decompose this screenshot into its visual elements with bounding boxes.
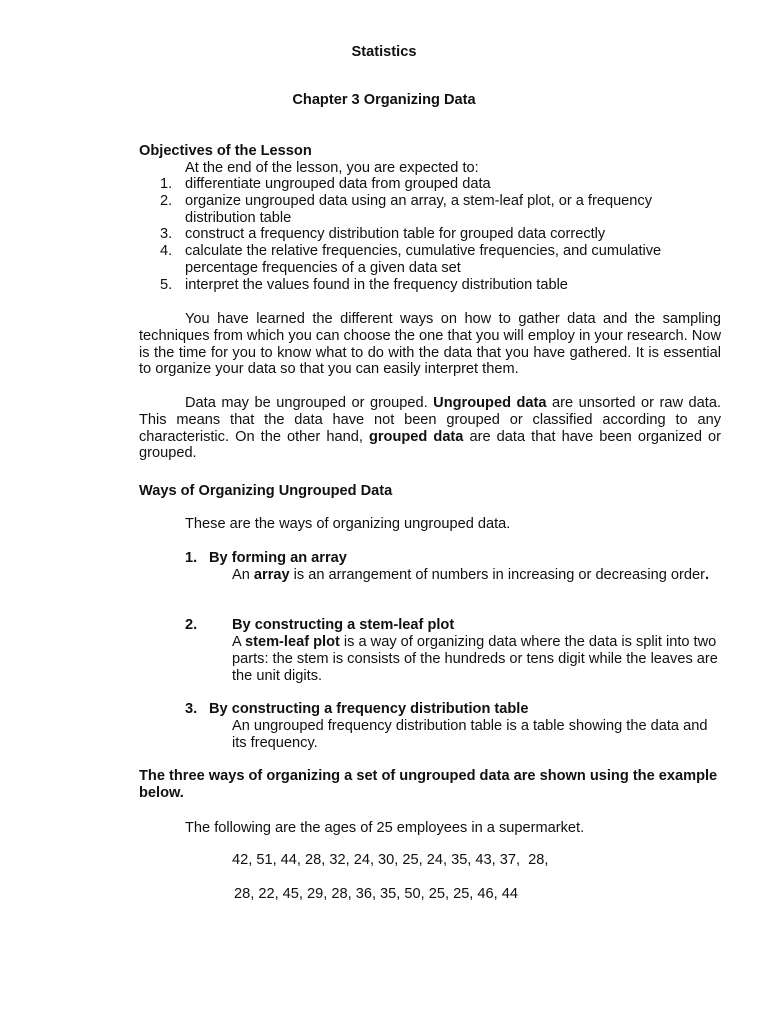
objectives-intro: At the end of the lesson, you are expected to: (185, 160, 479, 176)
list-text: organize ungrouped data using an array, a stem-leaf plot, or a frequency distribution table (185, 192, 653, 226)
way-2-number: 2. (185, 617, 198, 633)
list-item (160, 277, 700, 294)
list-text: differentiate ungrouped data from grouped data (185, 176, 491, 192)
way-2-body (232, 634, 722, 684)
body-text: is an arrangement of numbers in increasing or decreasing order (289, 567, 705, 583)
data-line-1: 42, 51, 44, 28, 32, 24, 30, 25, 24, 35, 43, 37, 28, (232, 852, 549, 868)
data-line-2: 28, 22, 45, 29, 28, 36, 35, 50, 25, 25, 46, 44 (234, 886, 518, 902)
list-item (160, 176, 700, 193)
list-number: 3. (160, 226, 173, 243)
term-array: array (253, 567, 290, 583)
example-intro: The following are the ages of 25 employees in a supermarket. (185, 820, 585, 836)
list-text: construct a frequency distribution table for grouped data correctly (185, 226, 606, 243)
way-1-body (232, 567, 722, 584)
way-1-number: 1. (185, 550, 198, 566)
list-number: 1. (160, 176, 173, 192)
example-heading: The three ways of organizing a set of ungrouped data are shown using the example below. (139, 768, 718, 801)
body-period: . (704, 567, 710, 583)
data-types-paragraph (139, 395, 721, 462)
list-item (160, 243, 700, 277)
term-ungrouped-data: Ungrouped data (433, 395, 547, 411)
list-number: 2. (160, 192, 173, 209)
way-2-title: By constructing a stem-leaf plot (232, 617, 455, 633)
term-stem-leaf-plot: stem-leaf plot (244, 634, 340, 650)
body-text: A (232, 634, 245, 650)
section-heading: Ways of Organizing Ungrouped Data (139, 483, 393, 499)
list-text: interpret the values found in the frequency distribution table (185, 276, 568, 293)
objectives-list (160, 176, 700, 294)
list-number: 4. (160, 243, 173, 260)
way-1-title: By forming an array (209, 550, 347, 566)
body-text: is a way of organizing data where the data is split into two parts: the stem is consists of the hundreds or tens digit while the leaves are the unit digits. (232, 634, 718, 684)
paragraph-text: Data may be ungrouped or grouped. (185, 395, 434, 411)
section-intro: These are the ways of organizing ungrouped data. (185, 516, 511, 532)
paragraph-text: are data that have been organized or grouped. (139, 428, 721, 462)
list-number: 5. (160, 276, 173, 293)
objectives-heading: Objectives of the Lesson (139, 143, 312, 159)
list-item (160, 193, 700, 227)
intro-paragraph: You have learned the different ways on how to gather data and the sampling techniques from which you can choose the one that you will employ in your research. Now is the time for you to know what to do with the data that you have gathered. It is essential to organize your data so that you can easily interpret them. (139, 311, 721, 378)
list-item (160, 226, 700, 243)
paragraph-text: are unsorted or raw data. This means that the data have not been grouped or classified according to any characteristic. On the other hand, (139, 395, 721, 445)
chapter-title: Chapter 3 Organizing Data (292, 92, 476, 108)
way-3-title: By constructing a frequency distribution table (209, 701, 529, 717)
body-text: An (232, 567, 254, 583)
term-grouped-data: grouped data (368, 428, 464, 445)
way-3-number: 3. (185, 701, 198, 717)
way-3-body: An ungrouped frequency distribution table is a table showing the data and its frequency. (232, 718, 708, 751)
list-text: calculate the relative frequencies, cumulative frequencies, and cumulative percentage frequencies of a given data set (185, 243, 662, 276)
page-title: Statistics (351, 44, 417, 60)
